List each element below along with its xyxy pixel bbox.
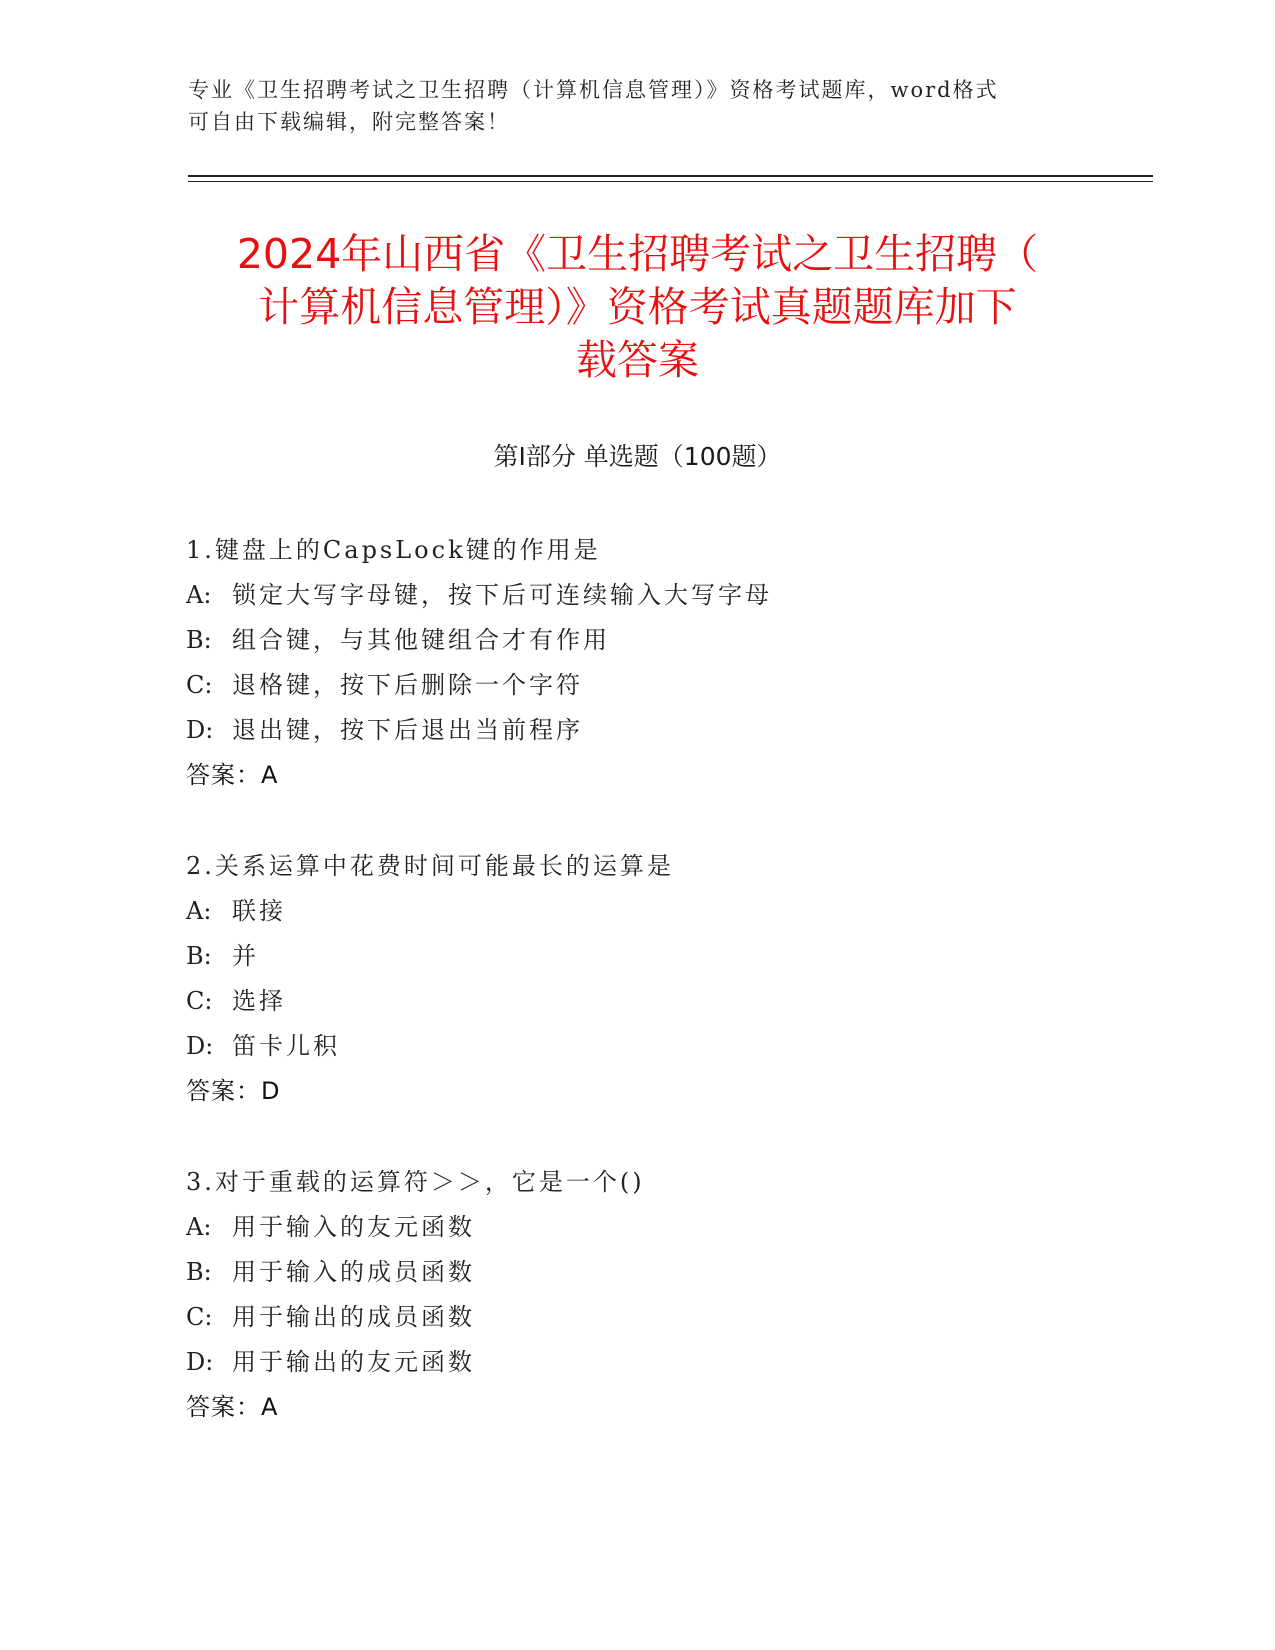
option-letter: B: bbox=[186, 626, 212, 654]
section-title: 第Ⅰ部分 单选题（100题） bbox=[493, 442, 782, 471]
option-a bbox=[186, 573, 1136, 618]
document-title-line-1: 2024年山西省《卫生招聘考试之卫生招聘（ bbox=[236, 230, 1039, 278]
document-title-line-2: 计算机信息管理）》资格考试真题题库加下 bbox=[258, 283, 1017, 331]
question-stem: 2.关系运算中花费时间可能最长的运算是 bbox=[186, 852, 674, 880]
option-text: 组合键，与其他键组合才有作用 bbox=[232, 626, 610, 654]
header-note-line-1: 专业《卫生招聘考试之卫生招聘（计算机信息管理）》资格考试题库，word格式 bbox=[188, 78, 999, 102]
option-b bbox=[186, 1250, 1136, 1295]
answer-line: 答案：A bbox=[186, 761, 279, 789]
option-letter: A: bbox=[186, 1213, 212, 1241]
option-c bbox=[186, 663, 1136, 708]
question-2 bbox=[186, 844, 1136, 1114]
option-text: 笛卡儿积 bbox=[232, 1032, 340, 1060]
option-letter: A: bbox=[186, 581, 212, 609]
question-stem: 1.键盘上的CapsLock键的作用是 bbox=[186, 536, 601, 564]
header-divider-thin bbox=[188, 181, 1153, 182]
header-note bbox=[188, 74, 1088, 138]
option-d bbox=[186, 1340, 1136, 1385]
option-letter: D: bbox=[186, 1032, 214, 1060]
option-text: 用于输出的成员函数 bbox=[232, 1303, 475, 1331]
option-letter: C: bbox=[186, 987, 213, 1015]
option-text: 联接 bbox=[232, 897, 286, 925]
document-title-line-3: 载答案 bbox=[576, 336, 699, 384]
option-text: 退格键，按下后删除一个字符 bbox=[232, 671, 583, 699]
option-letter: B: bbox=[186, 1258, 212, 1286]
option-letter: C: bbox=[186, 671, 213, 699]
question-1 bbox=[186, 528, 1136, 798]
option-letter: C: bbox=[186, 1303, 213, 1331]
option-d bbox=[186, 1024, 1136, 1069]
option-text: 用于输出的友元函数 bbox=[232, 1348, 475, 1376]
option-text: 退出键，按下后退出当前程序 bbox=[232, 716, 583, 744]
option-a bbox=[186, 1205, 1136, 1250]
answer-line: 答案：A bbox=[186, 1393, 279, 1421]
header-divider-thick bbox=[188, 175, 1153, 177]
option-text: 锁定大写字母键，按下后可连续输入大写字母 bbox=[232, 581, 772, 609]
document-title bbox=[160, 228, 1115, 387]
option-letter: A: bbox=[186, 897, 212, 925]
option-text: 用于输入的成员函数 bbox=[232, 1258, 475, 1286]
answer-line: 答案：D bbox=[186, 1077, 281, 1105]
option-a bbox=[186, 889, 1136, 934]
header-note-line-2: 可自由下载编辑，附完整答案！ bbox=[188, 110, 510, 134]
option-c bbox=[186, 1295, 1136, 1340]
option-letter: D: bbox=[186, 1348, 214, 1376]
option-b bbox=[186, 934, 1136, 979]
option-d bbox=[186, 708, 1136, 753]
option-text: 并 bbox=[232, 942, 259, 970]
option-c bbox=[186, 979, 1136, 1024]
option-b bbox=[186, 618, 1136, 663]
option-text: 用于输入的友元函数 bbox=[232, 1213, 475, 1241]
question-3 bbox=[186, 1160, 1136, 1430]
question-stem: 3.对于重载的运算符＞＞，它是一个() bbox=[186, 1168, 645, 1196]
question-list bbox=[186, 528, 1136, 1476]
option-letter: B: bbox=[186, 942, 212, 970]
option-text: 选择 bbox=[232, 987, 286, 1015]
option-letter: D: bbox=[186, 716, 214, 744]
